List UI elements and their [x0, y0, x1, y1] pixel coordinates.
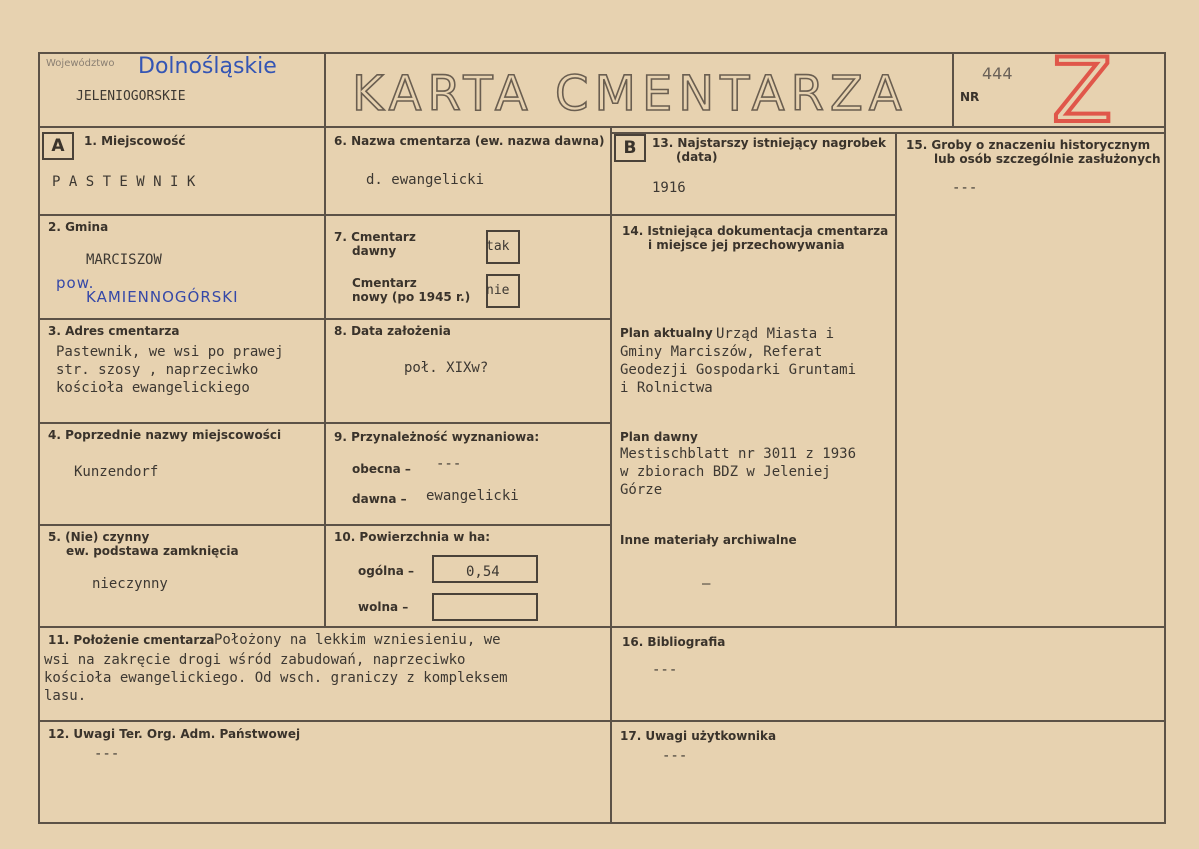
- card-title: KARTA CMENTARZA: [352, 66, 908, 122]
- plan-past-label: Plan dawny: [620, 430, 698, 444]
- field-1-value: P A S T E W N I K: [52, 174, 196, 190]
- stamp-letter: Z: [1052, 39, 1113, 142]
- section-a-box: A: [42, 132, 74, 160]
- field-9-label: 9. Przynależność wyznaniowa:: [334, 430, 540, 444]
- row-line-3: [38, 422, 611, 424]
- field-2-handwritten-prefix: pow.: [56, 274, 95, 292]
- field-11-line-2: wsi na zakręcie drogi wśród zabudowań, naprzeciwko: [44, 652, 466, 668]
- nr-value: 444: [982, 64, 1013, 83]
- field-12-value: ---: [94, 746, 120, 762]
- header-bottom: [38, 126, 1166, 128]
- field-9-current-label: obecna –: [352, 462, 411, 476]
- field-17-value: ---: [662, 748, 688, 764]
- header-divider-2: [952, 52, 954, 128]
- plan-current-line-2: Gminy Marciszów, Referat: [620, 344, 823, 360]
- plan-current-line-4: i Rolnictwa: [620, 380, 713, 396]
- other-archives-label: Inne materiały archiwalne: [620, 533, 797, 547]
- field-3-line-3: kościoła ewangelickiego: [56, 380, 250, 396]
- col-divider-c: [895, 132, 897, 628]
- field-3-label: 3. Adres cmentarza: [48, 324, 180, 338]
- row-line-1: [38, 214, 611, 216]
- field-7-label-a2: dawny: [352, 244, 397, 258]
- field-12-label: 12. Uwagi Ter. Org. Adm. Państwowej: [48, 727, 301, 741]
- field-4-label: 4. Poprzednie nazwy miejscowości: [48, 428, 282, 442]
- frame-left: [38, 52, 40, 824]
- field-16-value: ---: [652, 662, 678, 678]
- plan-current-line-3: Geodezji Gospodarki Gruntami: [620, 362, 857, 378]
- row-line-13: [610, 214, 896, 216]
- field-7-value-a: tak: [486, 239, 510, 254]
- voivodeship-stamp: Dolnośląskie: [138, 54, 277, 79]
- field-10-total-label: ogólna –: [358, 564, 415, 578]
- field-9-past-value: ewangelicki: [426, 488, 519, 504]
- field-11-line-3: kościoła ewangelickiego. Od wsch. graniczy z kompleksem: [44, 670, 508, 686]
- field-7-value-b: nie: [486, 283, 510, 298]
- plan-current-line-1: Urząd Miasta i: [716, 326, 835, 342]
- col-divider-a: [324, 126, 326, 628]
- field-17-label: 17. Uwagi użytkownika: [620, 729, 777, 743]
- field-5-label-2: ew. podstawa zamknięcia: [66, 544, 239, 558]
- voivodeship-typed: JELENIOGORSKIE: [76, 89, 186, 104]
- field-9-past-label: dawna –: [352, 492, 407, 506]
- frame-bottom: [38, 822, 1166, 824]
- field-2-handwritten: KAMIENNOGÓRSKI: [86, 288, 239, 306]
- field-15-value: ---: [952, 180, 978, 196]
- field-9-current-value: ---: [436, 456, 462, 472]
- field-1-label: 1. Miejscowość: [84, 134, 186, 148]
- field-14-label-1: 14. Istniejąca dokumentacja cmentarza: [622, 224, 889, 238]
- field-15-label-1: 15. Groby o znaczeniu historycznym: [906, 138, 1151, 152]
- field-15-label-2: lub osób szczególnie zasłużonych: [934, 152, 1161, 166]
- header-divider-1: [324, 52, 326, 128]
- field-11-label: 11. Położenie cmentarza: [48, 633, 215, 647]
- field-3-line-2: str. szosy , naprzeciwko: [56, 362, 259, 378]
- row-line-2: [38, 318, 611, 320]
- field-10-total-value: 0,54: [466, 564, 500, 580]
- field-13-label-1: 13. Najstarszy istniejący nagrobek: [652, 136, 886, 150]
- field-7-label-b1: Cmentarz: [352, 276, 417, 290]
- field-6-value: d. ewangelicki: [366, 172, 485, 188]
- field-7-label-b2: nowy (po 1945 r.): [352, 290, 471, 304]
- col-divider-b: [610, 126, 612, 822]
- section-b-box: B: [614, 134, 646, 162]
- field-8-label: 8. Data założenia: [334, 324, 451, 338]
- field-10-label: 10. Powierzchnia w ha:: [334, 530, 491, 544]
- field-4-value: Kunzendorf: [74, 464, 159, 480]
- field-2-label: 2. Gmina: [48, 220, 109, 234]
- voivodeship-label: Województwo: [46, 58, 115, 69]
- row-line-6: [38, 720, 1166, 722]
- field-5-label-1: 5. (Nie) czynny: [48, 530, 150, 544]
- field-13-label-2: (data): [676, 150, 718, 164]
- field-11-line-4: lasu.: [44, 688, 87, 704]
- field-13-value: 1916: [652, 180, 686, 196]
- field-11-line-1: Położony na lekkim wzniesieniu, we: [214, 632, 501, 648]
- field-6-label: 6. Nazwa cmentarza (ew. nazwa dawna): [334, 134, 605, 148]
- plan-current-label: Plan aktualny: [620, 326, 713, 340]
- field-14-label-2: i miejsce jej przechowywania: [648, 238, 845, 252]
- plan-past-line-1: Mestischblatt nr 3011 z 1936: [620, 446, 857, 462]
- other-archives-value: –: [702, 576, 711, 592]
- plan-past-line-3: Górze: [620, 482, 663, 498]
- field-10-free-label: wolna –: [358, 600, 409, 614]
- field-7-label-a1: 7. Cmentarz: [334, 230, 416, 244]
- field-16-label: 16. Bibliografia: [622, 635, 726, 649]
- plan-past-line-2: w zbiorach BDZ w Jeleniej: [620, 464, 831, 480]
- field-5-value: nieczynny: [92, 576, 168, 592]
- row-line-4: [38, 524, 611, 526]
- row-line-5: [38, 626, 1166, 628]
- field-2-value: MARCISZOW: [86, 252, 162, 268]
- field-10-free-box: [432, 593, 538, 621]
- field-8-value: poł. XIXw?: [404, 360, 489, 376]
- nr-label: NR: [960, 90, 980, 104]
- frame-right: [1164, 52, 1166, 824]
- field-3-line-1: Pastewnik, we wsi po prawej: [56, 344, 284, 360]
